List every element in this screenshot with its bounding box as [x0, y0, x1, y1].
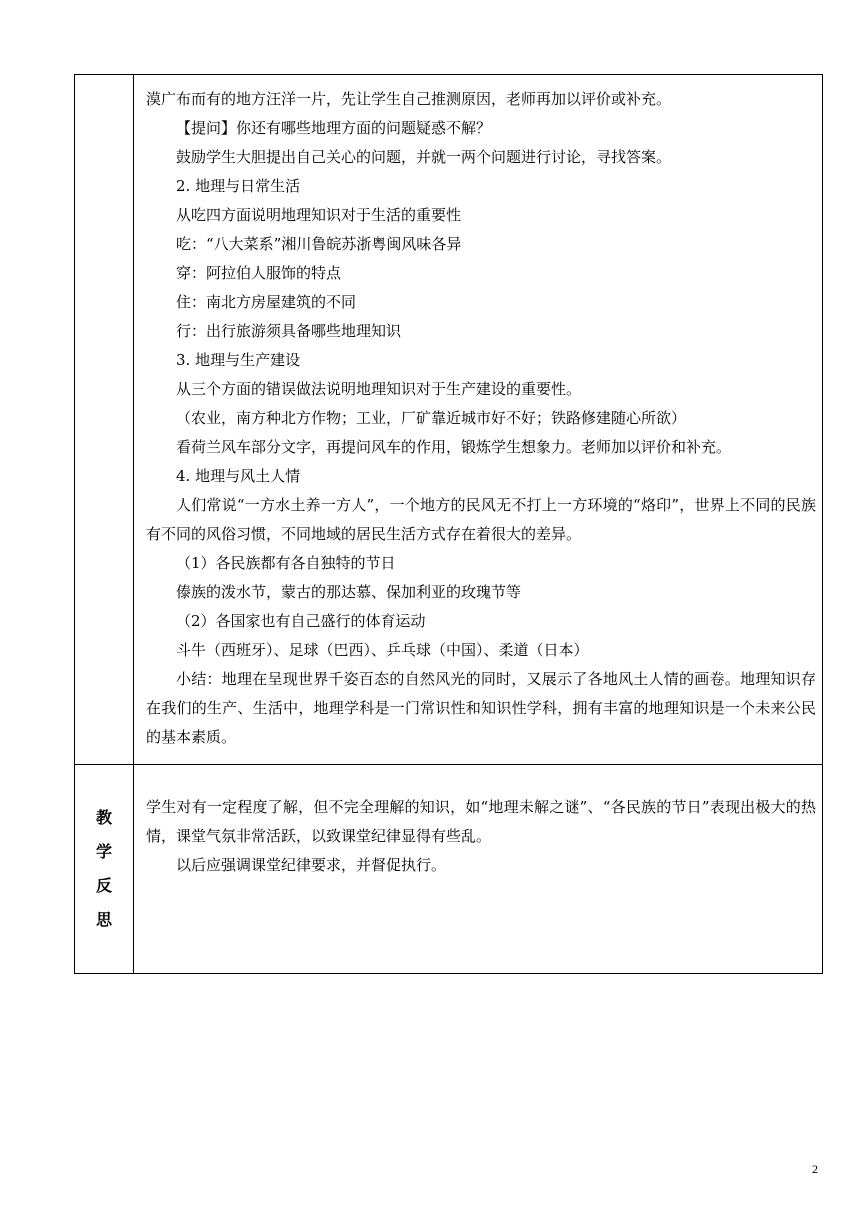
paragraph: 【提问】你还有哪些地理方面的问题疑惑不解？	[176, 119, 492, 137]
paragraph: 住：南北方房屋建筑的不同	[176, 293, 357, 311]
paragraph: 斗牛（西班牙）、足球（巴西）、乒乓球（中国）、柔道（日本）	[176, 641, 589, 659]
process-row	[75, 75, 823, 765]
process-label-cell	[75, 75, 134, 765]
summary-paragraph: 小结：地理在呈现世界千姿百态的自然风光的同时，又展示了各地风土人情的画卷。地理知识存在我们的生产、生活中，地理学科是一门常识性和知识性学科，拥有丰富的地理知识是一个未来公民的基本素质。	[146, 670, 816, 746]
paragraph: （1）各民族都有各自独特的节日	[176, 554, 396, 572]
paragraph: 看荷兰风车部分文字，再提问风车的作用，锻炼学生想象力。老师加以评价和补充。	[176, 438, 732, 456]
lesson-table	[74, 74, 823, 974]
process-content	[134, 75, 823, 765]
paragraph: 吃：“八大菜系”湘川鲁皖苏浙粤闽风味各异	[176, 235, 462, 253]
paragraph: 鼓励学生大胆提出自己关心的问题，并就一两个问题进行讨论，寻找答案。	[176, 148, 672, 166]
reflection-content	[134, 765, 823, 974]
paragraph: 学生对有一定程度了解，但不完全理解的知识，如“地理未解之谜”、“各民族的节日”表现出极大的热情，课堂气氛非常活跃，以致课堂纪律显得有些乱。	[146, 798, 816, 845]
paragraph: 人们常说“一方水土养一方人”，一个地方的民风无不打上一方环境的“烙印”，世界上不同的民族有不同的风俗习惯，不同地域的居民生活方式存在着很大的差异。	[146, 496, 816, 543]
paragraph: 行：出行旅游须具备哪些地理知识	[176, 322, 402, 340]
page-number: 2	[812, 1162, 818, 1176]
paragraph: 漠广布而有的地方汪洋一片，先让学生自己推测原因，老师再加以评价或补充。	[146, 90, 672, 108]
section-heading: 2. 地理与日常生活	[176, 177, 301, 195]
section-heading: 4. 地理与风土人情	[176, 467, 301, 485]
reflection-label-cell	[75, 765, 134, 974]
paragraph: （2）各国家也有自己盛行的体育运动	[176, 612, 426, 630]
paragraph: 从三个方面的错误做法说明地理知识对于生产建设的重要性。	[176, 380, 582, 398]
section-heading: 3. 地理与生产建设	[176, 351, 301, 369]
paragraph: 傣族的泼水节，蒙古的那达慕、保加利亚的玫瑰节等	[176, 583, 522, 601]
paragraph: 穿：阿拉伯人服饰的特点	[176, 264, 342, 282]
paragraph: 从吃四方面说明地理知识对于生活的重要性	[176, 206, 462, 224]
reflection-row	[75, 765, 823, 974]
paragraph: 以后应强调课堂纪律要求，并督促执行。	[176, 856, 447, 874]
reflection-label: 教 学 反 思	[95, 808, 112, 929]
paragraph: （农业，南方种北方作物；工业，厂矿靠近城市好不好；铁路修建随心所欲）	[176, 409, 687, 427]
